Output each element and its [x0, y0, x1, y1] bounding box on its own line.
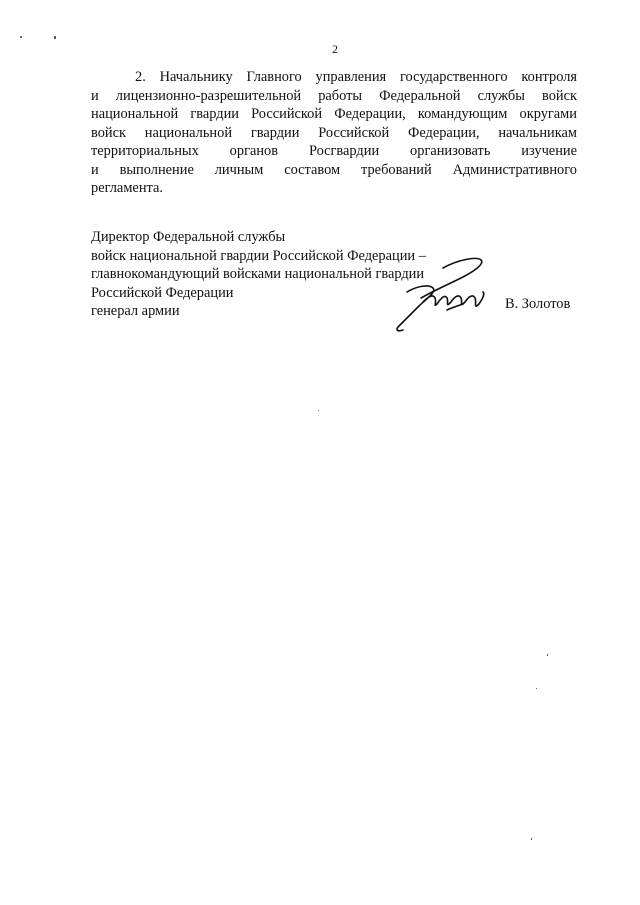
paragraph-line: и выполнение личным составом требований Административного — [91, 161, 577, 178]
signer-name: В. Золотов — [505, 296, 571, 312]
scan-speck — [20, 36, 22, 38]
scan-speck — [54, 36, 56, 39]
instruction-paragraph — [91, 68, 577, 198]
scan-speck — [531, 838, 532, 840]
signer-rank-line: генерал армии — [91, 303, 180, 319]
scan-speck — [318, 410, 319, 411]
page-number: 2 — [332, 42, 338, 56]
scan-speck — [536, 688, 537, 689]
signer-position-line: войск национальной гвардии Российской Федерации – — [91, 247, 426, 264]
signer-position-line: Директор Федеральной службы — [91, 229, 286, 245]
paragraph-line: войск национальной гвардии Российской Федерации, начальникам — [91, 124, 577, 141]
signer-position-line: главнокомандующий войсками национальной гвардии — [91, 266, 425, 282]
signer-position-line: Российской Федерации — [91, 284, 234, 301]
scan-speck — [547, 654, 548, 656]
handwritten-signature-icon — [385, 252, 495, 337]
paragraph-line: 2. Начальнику Главного управления государственного контроля — [135, 69, 577, 85]
paragraph-line: территориальных органов Росгвардии организовать изучение — [91, 143, 577, 159]
paragraph-line: регламента. — [91, 180, 163, 196]
paragraph-line: и лицензионно-разрешительной работы Федеральной службы войск — [91, 87, 577, 104]
paragraph-line: национальной гвардии Российской Федерации, командующим округами — [91, 106, 577, 122]
